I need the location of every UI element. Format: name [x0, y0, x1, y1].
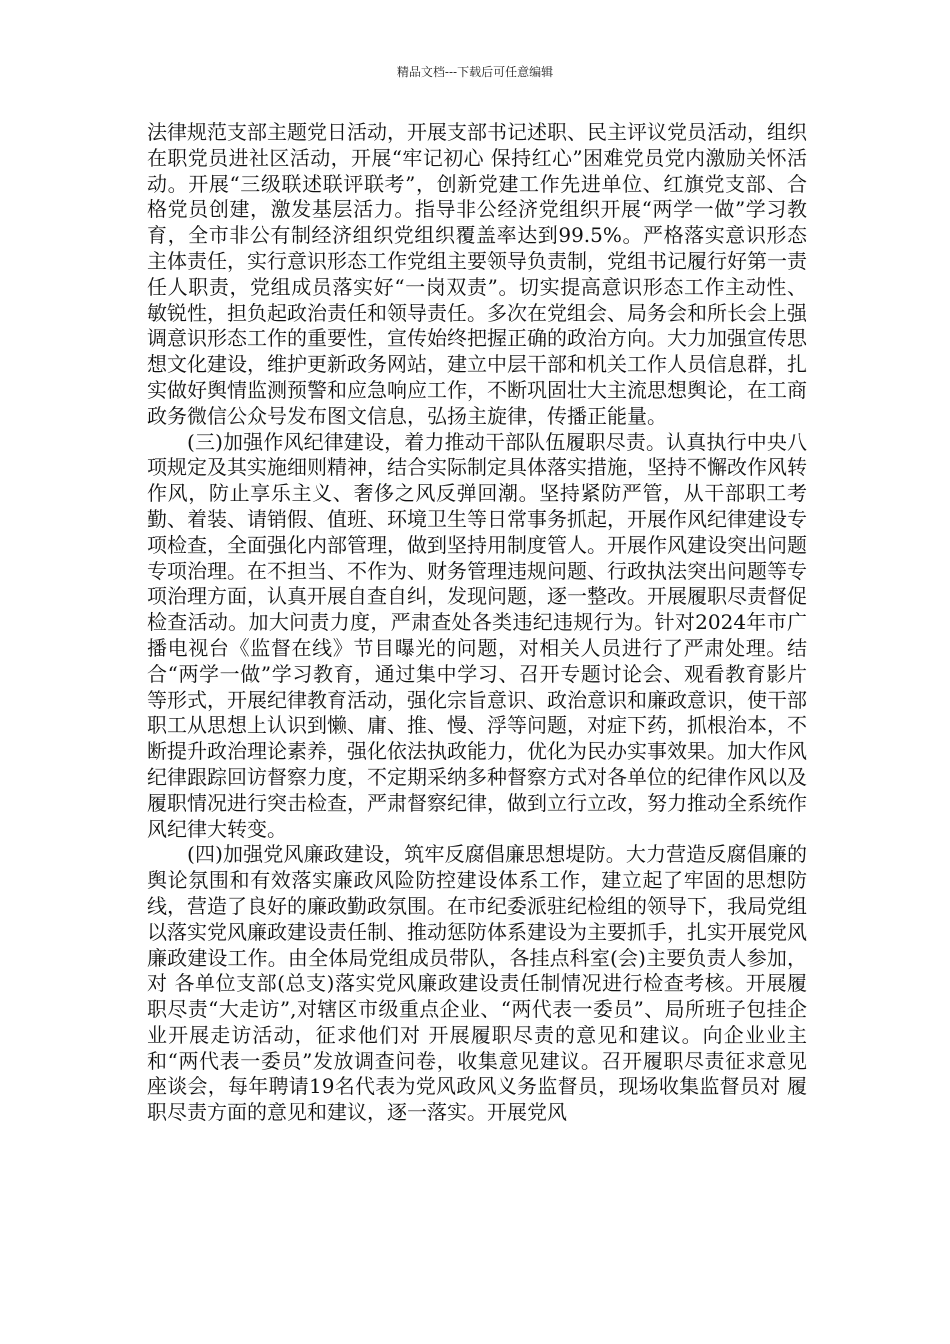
paragraph-3: (四)加强党风廉政建设，筑牢反腐倡廉思想堤防。大力营造反腐倡廉的舆论氛围和有效落实廉政风险防控建设体系工作，建立起了牢固的思想防线，营造了良好的廉政勤政氛围。在市纪委派驻纪检组的领导下，我局党组以落实党风廉政建设责任制、推动惩防体系建设为主要抓手，扎实开展党风廉政建设工作。由全体局党组成员带队，各挂点科室(会)主要负责人参加，对 各单位支部(总支)落实党风廉政建设责任制情况进行检查考核。开展履职尽责“大走访”,对辖区市级重点企业、“两代表一委员”、局所班子包挂企业开展走访活动，征求他们对 开展履职尽责的意见和建议。向企业业主和“两代表一委员”发放调查问卷，收集意见建议。召开履职尽责征求意见座谈会，每年聘请19名代表为党风政风义务监督员，现场收集监督员对 履职尽责方面的意见和建议，逐一落实。开展党风 — [147, 842, 807, 1125]
paragraph-1: 法律规范支部主题党日活动，开展支部书记述职、民主评议党员活动，组织在职党员进社区活动，开展“牢记初心 保持红心”困难党员党内激励关怀活动。开展“三级联述联评联考”，创新党建工作先进单位、红旗党支部、合格党员创建，激发基层活力。指导非公经济党组织开展“两学一做”学习教育，全市非公有制经济组织党组织覆盖率达到99.5%。严格落实意识形态主体责任，实行意识形态工作党组主要领导负责制，党组书记履行好第一责任人职责，党组成员落实好“一岗双责”。切实提高意识形态工作主动性、敏锐性，担负起政治责任和领导责任。多次在党组会、局务会和所长会上强调意识形态工作的重要性，宣传始终把握正确的政治方向。大力加强宣传思想文化建设，维护更新政务网站，建立中层干部和机关工作人员信息群，扎实做好舆情监测预警和应急响应工作，不断巩固壮大主流思想舆论，在工商政务微信公众号发布图文信息，弘扬主旋律，传播正能量。 — [147, 120, 807, 428]
page-header: 精品文档---下载后可任意编辑 — [396, 65, 554, 79]
document-body — [147, 120, 807, 1126]
paragraph-2: (三)加强作风纪律建设，着力推动干部队伍履职尽责。认真执行中央八项规定及其实施细则精神，结合实际制定具体落实措施，坚持不懈改作风转作风，防止享乐主义、奢侈之风反弹回潮。坚持紧防严管，从干部职工考勤、着装、请销假、值班、环境卫生等日常事务抓起，开展作风纪律建设专项检查，全面强化内部管理，做到坚持用制度管人。开展作风建设突出问题专项治理。在不担当、不作为、财务管理违规问题、行政执法突出问题等专项治理方面，认真开展自查自纠，发现问题，逐一整改。开展履职尽责督促检查活动。加大问责力度，严肃查处各类违纪违规行为。针对2024年市广播电视台《监督在线》节目曝光的问题，对相关人员进行了严肃处理。结合“两学一做”学习教育，通过集中学习、召开专题讨论会、观看教育影片等形式，开展纪律教育活动，强化宗旨意识、政治意识和廉政意识，使干部职工从思想上认识到懒、庸、推、慢、浮等问题，对症下药，抓根治本，不断提升政治理论素养，强化依法执政能力，优化为民办实事效果。加大作风纪律跟踪回访督察力度，不定期采纳多种督察方式对各单位的纪律作风以及履职情况进行突击检查，严肃督察纪律，做到立行立改，努力推动全系统作风纪律大转变。 — [147, 429, 807, 841]
